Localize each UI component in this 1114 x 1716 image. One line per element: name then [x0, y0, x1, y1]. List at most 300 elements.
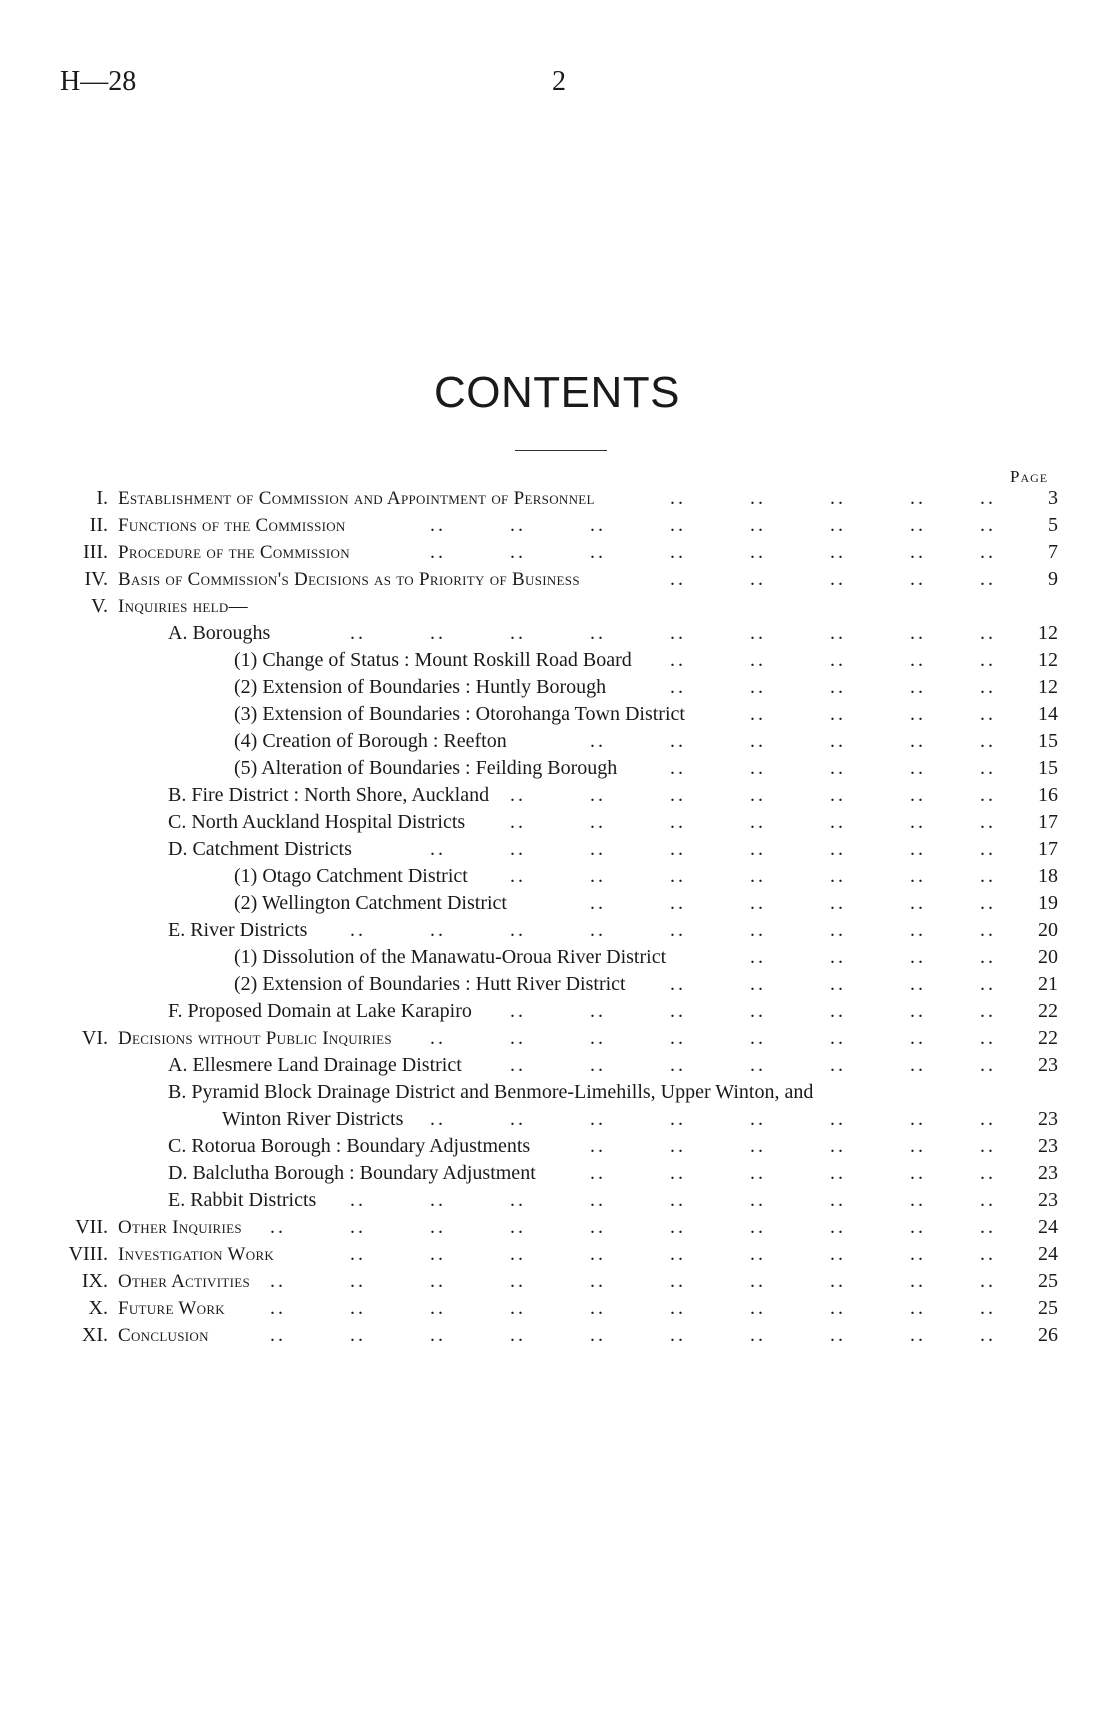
- toc-entry-label: Decisions without Public Inquiries: [118, 1028, 392, 1049]
- leader-dots: ..: [590, 811, 606, 833]
- leader-dots: ..: [980, 919, 996, 941]
- leader-dots: ..: [910, 541, 926, 563]
- toc-entry: [0, 782, 1114, 809]
- leader-dots: ..: [350, 1324, 366, 1346]
- leader-dots: ..: [830, 514, 846, 536]
- leader-dots: ..: [980, 514, 996, 536]
- leader-dots: ..: [590, 865, 606, 887]
- toc-entry: [0, 539, 1114, 566]
- leader-dots: ..: [910, 811, 926, 833]
- leader-dots: ..: [510, 1243, 526, 1265]
- toc-entry-number: IX.: [81, 1270, 108, 1292]
- leader-dots: ..: [910, 1189, 926, 1211]
- toc-entry-page: 17: [1038, 838, 1058, 860]
- toc-entry-page: 12: [1038, 676, 1058, 698]
- leader-dots: ..: [670, 514, 686, 536]
- leader-dots: ..: [670, 1162, 686, 1184]
- toc-entry-label: (1) Otago Catchment District: [234, 865, 468, 887]
- leader-dots: ..: [980, 1054, 996, 1076]
- leader-dots: ..: [830, 811, 846, 833]
- toc-entry-page: 15: [1038, 757, 1058, 779]
- leader-dots: ..: [670, 649, 686, 671]
- leader-dots: ..: [750, 541, 766, 563]
- toc-entry: [0, 809, 1114, 836]
- toc-entry-page: 18: [1038, 865, 1058, 887]
- leader-dots: ..: [430, 1324, 446, 1346]
- toc-entry-page: 3: [1048, 487, 1058, 509]
- toc-entry-label: Procedure of the Commission: [118, 542, 350, 563]
- leader-dots: ..: [670, 622, 686, 644]
- leader-dots: ..: [910, 1324, 926, 1346]
- leader-dots: ..: [510, 1216, 526, 1238]
- toc-entry-label: (1) Dissolution of the Manawatu-Oroua River District: [234, 946, 667, 968]
- leader-dots: ..: [270, 1216, 286, 1238]
- toc-entry-page: 26: [1038, 1324, 1058, 1346]
- leader-dots: ..: [980, 1108, 996, 1130]
- leader-dots: ..: [750, 1162, 766, 1184]
- leader-dots: ..: [980, 1243, 996, 1265]
- leader-dots: ..: [670, 784, 686, 806]
- leader-dots: ..: [750, 919, 766, 941]
- toc-entry-label: Inquiries held—: [118, 596, 248, 617]
- toc-entry-page: 24: [1038, 1216, 1058, 1238]
- leader-dots: ..: [750, 730, 766, 752]
- toc-entry: [0, 1241, 1114, 1268]
- leader-dots: ..: [670, 1108, 686, 1130]
- leader-dots: ..: [830, 730, 846, 752]
- leader-dots: ..: [750, 973, 766, 995]
- leader-dots: ..: [830, 676, 846, 698]
- leader-dots: ..: [430, 1108, 446, 1130]
- leader-dots: ..: [590, 1216, 606, 1238]
- toc-entry-label: A. Boroughs: [168, 622, 271, 644]
- leader-dots: ..: [750, 1189, 766, 1211]
- toc-entry: [0, 755, 1114, 782]
- leader-dots: ..: [510, 784, 526, 806]
- toc-entry-page: 24: [1038, 1243, 1058, 1265]
- leader-dots: ..: [980, 811, 996, 833]
- leader-dots: ..: [510, 1054, 526, 1076]
- leader-dots: ..: [670, 1054, 686, 1076]
- toc-entry: [0, 1079, 1114, 1106]
- leader-dots: ..: [590, 892, 606, 914]
- leader-dots: ..: [910, 487, 926, 509]
- leader-dots: ..: [670, 919, 686, 941]
- leader-dots: ..: [590, 1135, 606, 1157]
- toc-entry-label: Investigation Work: [118, 1244, 275, 1265]
- toc-entry: [0, 1160, 1114, 1187]
- leader-dots: ..: [910, 865, 926, 887]
- leader-dots: ..: [670, 730, 686, 752]
- toc-entry-page: 22: [1038, 1000, 1058, 1022]
- leader-dots: ..: [980, 730, 996, 752]
- toc-entry: [0, 1295, 1114, 1322]
- toc-entry-label: B. Pyramid Block Drainage District and Benmore-Limehills, Upper Winton, and: [168, 1081, 814, 1103]
- toc-entry: [0, 674, 1114, 701]
- leader-dots: ..: [350, 1189, 366, 1211]
- toc-entry-label: C. Rotorua Borough : Boundary Adjustments: [168, 1135, 531, 1157]
- toc-entry-label: Future Work: [118, 1298, 225, 1319]
- leader-dots: ..: [980, 1162, 996, 1184]
- leader-dots: ..: [910, 784, 926, 806]
- toc-entry: [0, 1025, 1114, 1052]
- toc-entry-number: VIII.: [68, 1243, 108, 1265]
- table-of-contents: [0, 485, 1114, 1349]
- leader-dots: ..: [510, 1324, 526, 1346]
- leader-dots: ..: [910, 1162, 926, 1184]
- leader-dots: ..: [910, 946, 926, 968]
- leader-dots: ..: [670, 487, 686, 509]
- leader-dots: ..: [830, 919, 846, 941]
- toc-entry-label: Conclusion: [118, 1325, 209, 1346]
- leader-dots: ..: [750, 1270, 766, 1292]
- leader-dots: ..: [670, 811, 686, 833]
- leader-dots: ..: [590, 541, 606, 563]
- leader-dots: ..: [910, 1270, 926, 1292]
- toc-entry-number: VII.: [75, 1216, 108, 1238]
- toc-entry-number: V.: [91, 595, 108, 617]
- leader-dots: ..: [980, 1189, 996, 1211]
- leader-dots: ..: [430, 1297, 446, 1319]
- leader-dots: ..: [750, 1324, 766, 1346]
- toc-entry: [0, 1268, 1114, 1295]
- leader-dots: ..: [670, 1135, 686, 1157]
- toc-entry-label: Establishment of Commission and Appointment of Personnel: [118, 488, 595, 509]
- toc-entry-page: 20: [1038, 919, 1058, 941]
- leader-dots: ..: [980, 541, 996, 563]
- page-column-label: Page: [1010, 467, 1049, 486]
- leader-dots: ..: [750, 784, 766, 806]
- leader-dots: ..: [830, 1270, 846, 1292]
- leader-dots: ..: [670, 1189, 686, 1211]
- toc-entry: [0, 647, 1114, 674]
- leader-dots: ..: [910, 676, 926, 698]
- leader-dots: ..: [670, 1297, 686, 1319]
- leader-dots: ..: [830, 1243, 846, 1265]
- leader-dots: ..: [830, 568, 846, 590]
- page-number: 2: [552, 66, 566, 97]
- leader-dots: ..: [590, 514, 606, 536]
- toc-entry: [0, 1187, 1114, 1214]
- leader-dots: ..: [910, 703, 926, 725]
- toc-entry-label: (5) Alteration of Boundaries : Feilding Borough: [234, 757, 618, 779]
- toc-entry: [0, 944, 1114, 971]
- leader-dots: ..: [830, 865, 846, 887]
- toc-entry: [0, 512, 1114, 539]
- toc-entry-page: 23: [1038, 1054, 1058, 1076]
- leader-dots: ..: [910, 514, 926, 536]
- toc-entry-page: 17: [1038, 811, 1058, 833]
- leader-dots: ..: [910, 757, 926, 779]
- leader-dots: ..: [830, 541, 846, 563]
- toc-entry-page: 12: [1038, 622, 1058, 644]
- leader-dots: ..: [590, 1108, 606, 1130]
- leader-dots: ..: [590, 1000, 606, 1022]
- leader-dots: ..: [830, 1189, 846, 1211]
- toc-entry-page: 21: [1038, 973, 1058, 995]
- leader-dots: ..: [750, 757, 766, 779]
- leader-dots: ..: [980, 1135, 996, 1157]
- leader-dots: ..: [980, 865, 996, 887]
- toc-entry: [0, 1214, 1114, 1241]
- leader-dots: ..: [980, 757, 996, 779]
- toc-entry: [0, 890, 1114, 917]
- toc-entry: [0, 863, 1114, 890]
- leader-dots: ..: [510, 865, 526, 887]
- toc-entry-label: E. River Districts: [168, 919, 308, 941]
- leader-dots: ..: [430, 1027, 446, 1049]
- toc-entry-label: (2) Extension of Boundaries : Hutt River District: [234, 973, 626, 995]
- leader-dots: ..: [910, 892, 926, 914]
- leader-dots: ..: [750, 838, 766, 860]
- toc-entry-label: Other Activities: [118, 1271, 250, 1292]
- leader-dots: ..: [670, 676, 686, 698]
- toc-entry-label: (2) Wellington Catchment District: [234, 892, 507, 914]
- leader-dots: ..: [830, 1054, 846, 1076]
- leader-dots: ..: [270, 1324, 286, 1346]
- leader-dots: ..: [750, 1027, 766, 1049]
- leader-dots: ..: [980, 622, 996, 644]
- leader-dots: ..: [910, 649, 926, 671]
- toc-entry-page: 25: [1038, 1297, 1058, 1319]
- leader-dots: ..: [510, 1189, 526, 1211]
- leader-dots: ..: [830, 649, 846, 671]
- toc-entry-label: (1) Change of Status : Mount Roskill Road Board: [234, 649, 632, 671]
- leader-dots: ..: [270, 1270, 286, 1292]
- toc-entry: [0, 566, 1114, 593]
- leader-dots: ..: [430, 1189, 446, 1211]
- toc-entry-page: 23: [1038, 1162, 1058, 1184]
- toc-entry: [0, 701, 1114, 728]
- leader-dots: ..: [910, 1000, 926, 1022]
- leader-dots: ..: [910, 1216, 926, 1238]
- leader-dots: ..: [670, 1027, 686, 1049]
- leader-dots: ..: [980, 838, 996, 860]
- leader-dots: ..: [350, 622, 366, 644]
- leader-dots: ..: [510, 1027, 526, 1049]
- leader-dots: ..: [910, 1297, 926, 1319]
- leader-dots: ..: [910, 622, 926, 644]
- toc-entry: [0, 1106, 1114, 1133]
- toc-entry-label: Functions of the Commission: [118, 515, 346, 536]
- leader-dots: ..: [830, 1027, 846, 1049]
- leader-dots: ..: [910, 919, 926, 941]
- leader-dots: ..: [830, 838, 846, 860]
- leader-dots: ..: [910, 1054, 926, 1076]
- leader-dots: ..: [590, 1027, 606, 1049]
- toc-entry-label: E. Rabbit Districts: [168, 1189, 317, 1211]
- leader-dots: ..: [750, 1108, 766, 1130]
- leader-dots: ..: [750, 946, 766, 968]
- leader-dots: ..: [670, 1000, 686, 1022]
- leader-dots: ..: [510, 1000, 526, 1022]
- toc-entry-page: 23: [1038, 1189, 1058, 1211]
- leader-dots: ..: [750, 1297, 766, 1319]
- leader-dots: ..: [910, 568, 926, 590]
- leader-dots: ..: [980, 892, 996, 914]
- leader-dots: ..: [830, 973, 846, 995]
- leader-dots: ..: [910, 973, 926, 995]
- toc-entry: [0, 917, 1114, 944]
- leader-dots: ..: [750, 1000, 766, 1022]
- leader-dots: ..: [670, 838, 686, 860]
- leader-dots: ..: [510, 1297, 526, 1319]
- toc-entry-page: 20: [1038, 946, 1058, 968]
- leader-dots: ..: [350, 1297, 366, 1319]
- toc-entry: [0, 728, 1114, 755]
- toc-entry-label: A. Ellesmere Land Drainage District: [168, 1054, 462, 1076]
- leader-dots: ..: [270, 1297, 286, 1319]
- leader-dots: ..: [980, 676, 996, 698]
- leader-dots: ..: [830, 1162, 846, 1184]
- toc-entry-page: 16: [1038, 784, 1058, 806]
- leader-dots: ..: [830, 1108, 846, 1130]
- leader-dots: ..: [830, 892, 846, 914]
- leader-dots: ..: [590, 1297, 606, 1319]
- leader-dots: ..: [430, 1270, 446, 1292]
- leader-dots: ..: [670, 865, 686, 887]
- leader-dots: ..: [510, 811, 526, 833]
- leader-dots: ..: [830, 703, 846, 725]
- leader-dots: ..: [670, 892, 686, 914]
- leader-dots: ..: [750, 487, 766, 509]
- toc-entry-label: (3) Extension of Boundaries : Otorohanga Town District: [234, 703, 685, 725]
- leader-dots: ..: [350, 1270, 366, 1292]
- leader-dots: ..: [590, 838, 606, 860]
- leader-dots: ..: [590, 622, 606, 644]
- leader-dots: ..: [750, 676, 766, 698]
- toc-entry-page: 7: [1048, 541, 1058, 563]
- toc-entry-number: VI.: [81, 1027, 108, 1049]
- leader-dots: ..: [510, 919, 526, 941]
- leader-dots: ..: [670, 541, 686, 563]
- leader-dots: ..: [510, 514, 526, 536]
- leader-dots: ..: [350, 919, 366, 941]
- leader-dots: ..: [590, 784, 606, 806]
- toc-entry-number: X.: [88, 1297, 108, 1319]
- toc-entry: [0, 593, 1114, 620]
- toc-entry: [0, 620, 1114, 647]
- toc-entry-number: III.: [83, 541, 108, 563]
- leader-dots: ..: [830, 946, 846, 968]
- toc-entry: [0, 836, 1114, 863]
- toc-entry-page: 22: [1038, 1027, 1058, 1049]
- leader-dots: ..: [830, 1324, 846, 1346]
- leader-dots: ..: [590, 730, 606, 752]
- toc-entry-label: B. Fire District : North Shore, Auckland: [168, 784, 490, 806]
- leader-dots: ..: [590, 1270, 606, 1292]
- toc-entry-page: 23: [1038, 1135, 1058, 1157]
- leader-dots: ..: [910, 1027, 926, 1049]
- toc-entry-label: F. Proposed Domain at Lake Karapiro: [168, 1000, 472, 1022]
- leader-dots: ..: [910, 1135, 926, 1157]
- toc-entry-label: (4) Creation of Borough : Reefton: [234, 730, 507, 752]
- toc-entry-page: 23: [1038, 1108, 1058, 1130]
- toc-entry-number: IV.: [84, 568, 108, 590]
- leader-dots: ..: [980, 703, 996, 725]
- leader-dots: ..: [750, 514, 766, 536]
- leader-dots: ..: [980, 649, 996, 671]
- leader-dots: ..: [430, 622, 446, 644]
- leader-dots: ..: [830, 1297, 846, 1319]
- leader-dots: ..: [750, 1243, 766, 1265]
- leader-dots: ..: [980, 1027, 996, 1049]
- leader-dots: ..: [980, 1297, 996, 1319]
- leader-dots: ..: [670, 1243, 686, 1265]
- toc-entry-label: Winton River Districts: [222, 1108, 404, 1130]
- leader-dots: ..: [750, 622, 766, 644]
- toc-entry-number: II.: [89, 514, 108, 536]
- toc-entry: [0, 1133, 1114, 1160]
- leader-dots: ..: [510, 541, 526, 563]
- leader-dots: ..: [910, 838, 926, 860]
- leader-dots: ..: [430, 1243, 446, 1265]
- leader-dots: ..: [980, 946, 996, 968]
- leader-dots: ..: [430, 1216, 446, 1238]
- leader-dots: ..: [590, 1189, 606, 1211]
- leader-dots: ..: [980, 1000, 996, 1022]
- toc-entry: [0, 485, 1114, 512]
- leader-dots: ..: [590, 1243, 606, 1265]
- toc-entry-label: D. Catchment Districts: [168, 838, 352, 860]
- toc-entry-page: 5: [1048, 514, 1058, 536]
- leader-dots: ..: [830, 1135, 846, 1157]
- leader-dots: ..: [430, 919, 446, 941]
- leader-dots: ..: [750, 703, 766, 725]
- toc-entry-number: XI.: [81, 1324, 108, 1346]
- leader-dots: ..: [750, 892, 766, 914]
- leader-dots: ..: [980, 784, 996, 806]
- leader-dots: ..: [830, 1216, 846, 1238]
- leader-dots: ..: [590, 919, 606, 941]
- leader-dots: ..: [750, 1135, 766, 1157]
- leader-dots: ..: [830, 1000, 846, 1022]
- page-title: CONTENTS: [434, 368, 680, 417]
- toc-entry-label: Basis of Commission's Decisions as to Priority of Business: [118, 569, 580, 590]
- leader-dots: ..: [980, 1270, 996, 1292]
- leader-dots: ..: [430, 838, 446, 860]
- leader-dots: ..: [510, 838, 526, 860]
- leader-dots: ..: [670, 1324, 686, 1346]
- leader-dots: ..: [510, 1108, 526, 1130]
- leader-dots: ..: [670, 757, 686, 779]
- leader-dots: ..: [980, 487, 996, 509]
- toc-entry-label: C. North Auckland Hospital Districts: [168, 811, 466, 833]
- leader-dots: ..: [910, 730, 926, 752]
- leader-dots: ..: [980, 973, 996, 995]
- toc-entry-page: 19: [1038, 892, 1058, 914]
- leader-dots: ..: [980, 568, 996, 590]
- toc-entry-page: 15: [1038, 730, 1058, 752]
- toc-entry-page: 25: [1038, 1270, 1058, 1292]
- leader-dots: ..: [670, 1270, 686, 1292]
- leader-dots: ..: [670, 568, 686, 590]
- toc-entry-label: (2) Extension of Boundaries : Huntly Borough: [234, 676, 607, 698]
- toc-entry-page: 14: [1038, 703, 1058, 725]
- leader-dots: ..: [510, 1270, 526, 1292]
- leader-dots: ..: [350, 1216, 366, 1238]
- leader-dots: ..: [750, 811, 766, 833]
- leader-dots: ..: [430, 514, 446, 536]
- leader-dots: ..: [750, 865, 766, 887]
- leader-dots: ..: [430, 541, 446, 563]
- leader-dots: ..: [910, 1108, 926, 1130]
- toc-entry-label: D. Balclutha Borough : Boundary Adjustment: [168, 1162, 536, 1184]
- leader-dots: ..: [750, 1054, 766, 1076]
- leader-dots: ..: [910, 1243, 926, 1265]
- leader-dots: ..: [980, 1324, 996, 1346]
- toc-entry: [0, 971, 1114, 998]
